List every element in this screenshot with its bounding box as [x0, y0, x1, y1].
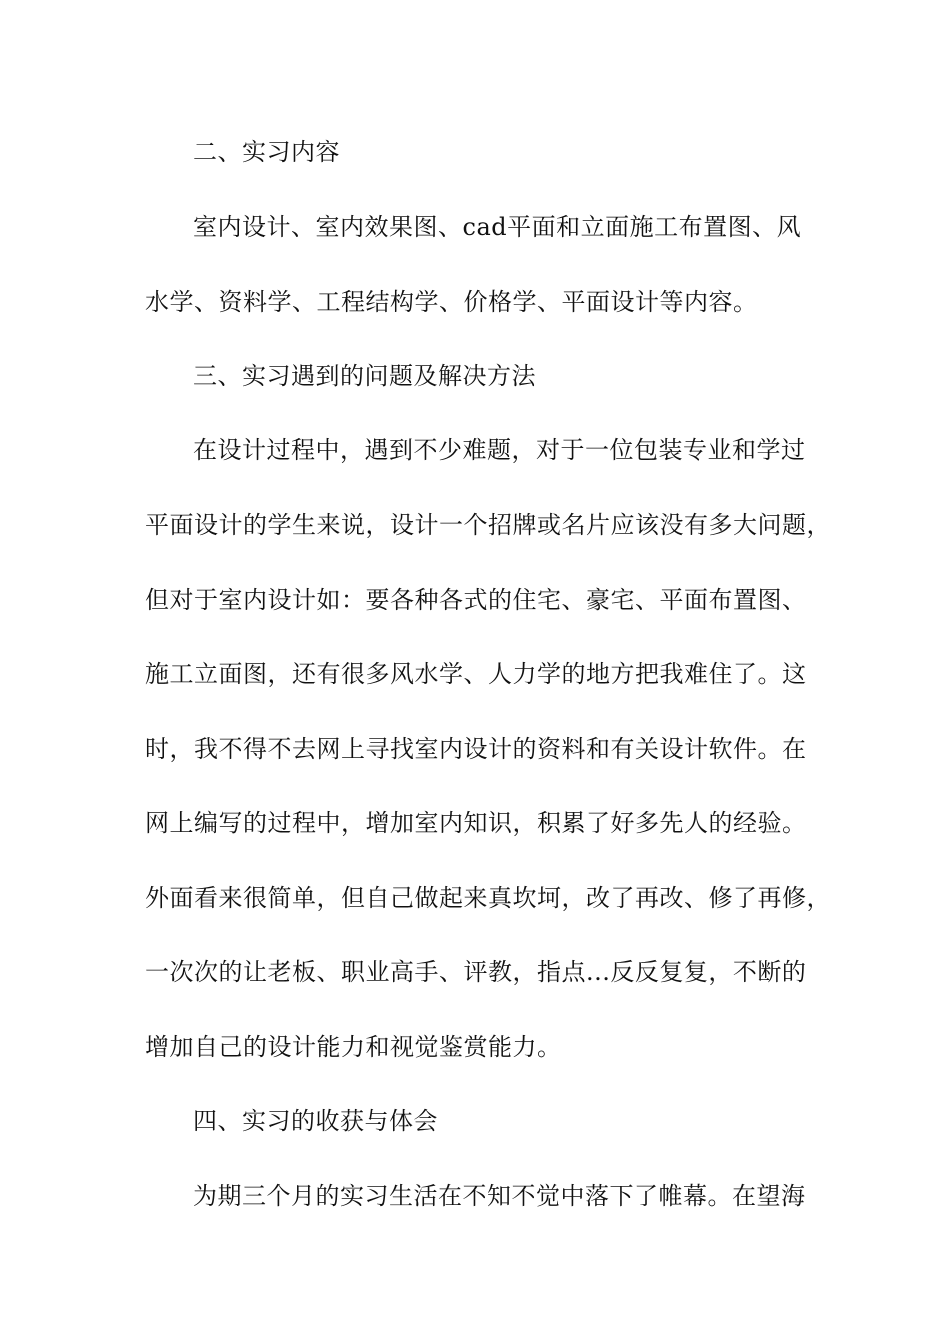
- paragraph-line: 外面看来很简单，但自己做起来真坎坷，改了再改、修了再修，: [145, 884, 831, 912]
- paragraph-line: 在设计过程中，遇到不少难题，对于一位包装专业和学过: [193, 436, 806, 464]
- paragraph-line: 网上编写的过程中，增加室内知识，积累了好多先人的经验。: [145, 809, 807, 837]
- paragraph-line: 时，我不得不去网上寻找室内设计的资料和有关设计软件。在: [145, 735, 807, 763]
- paragraph-line: 但对于室内设计如：要各种各式的住宅、豪宅、平面布置图、: [145, 586, 807, 614]
- section-heading-gains: 四、实习的收获与体会: [193, 1107, 438, 1135]
- paragraph-line: 增加自己的设计能力和视觉鉴赏能力。: [145, 1033, 562, 1061]
- paragraph-line: 室内设计、室内效果图、cad平面和立面施工布置图、风: [193, 213, 802, 241]
- section-heading-problems: 三、实习遇到的问题及解决方法: [193, 362, 536, 390]
- paragraph-line: 水学、资料学、工程结构学、价格学、平面设计等内容。: [145, 288, 758, 316]
- paragraph-line: 一次次的让老板、职业高手、评教，指点...反反复复，不断的: [145, 958, 807, 986]
- paragraph-line: 为期三个月的实习生活在不知不觉中落下了帷幕。在望海: [193, 1182, 806, 1210]
- paragraph-line: 施工立面图，还有很多风水学、人力学的地方把我难住了。这: [145, 660, 807, 688]
- paragraph-line: 平面设计的学生来说，设计一个招牌或名片应该没有多大问题，: [145, 511, 831, 539]
- section-heading-internship-content: 二、实习内容: [193, 138, 340, 166]
